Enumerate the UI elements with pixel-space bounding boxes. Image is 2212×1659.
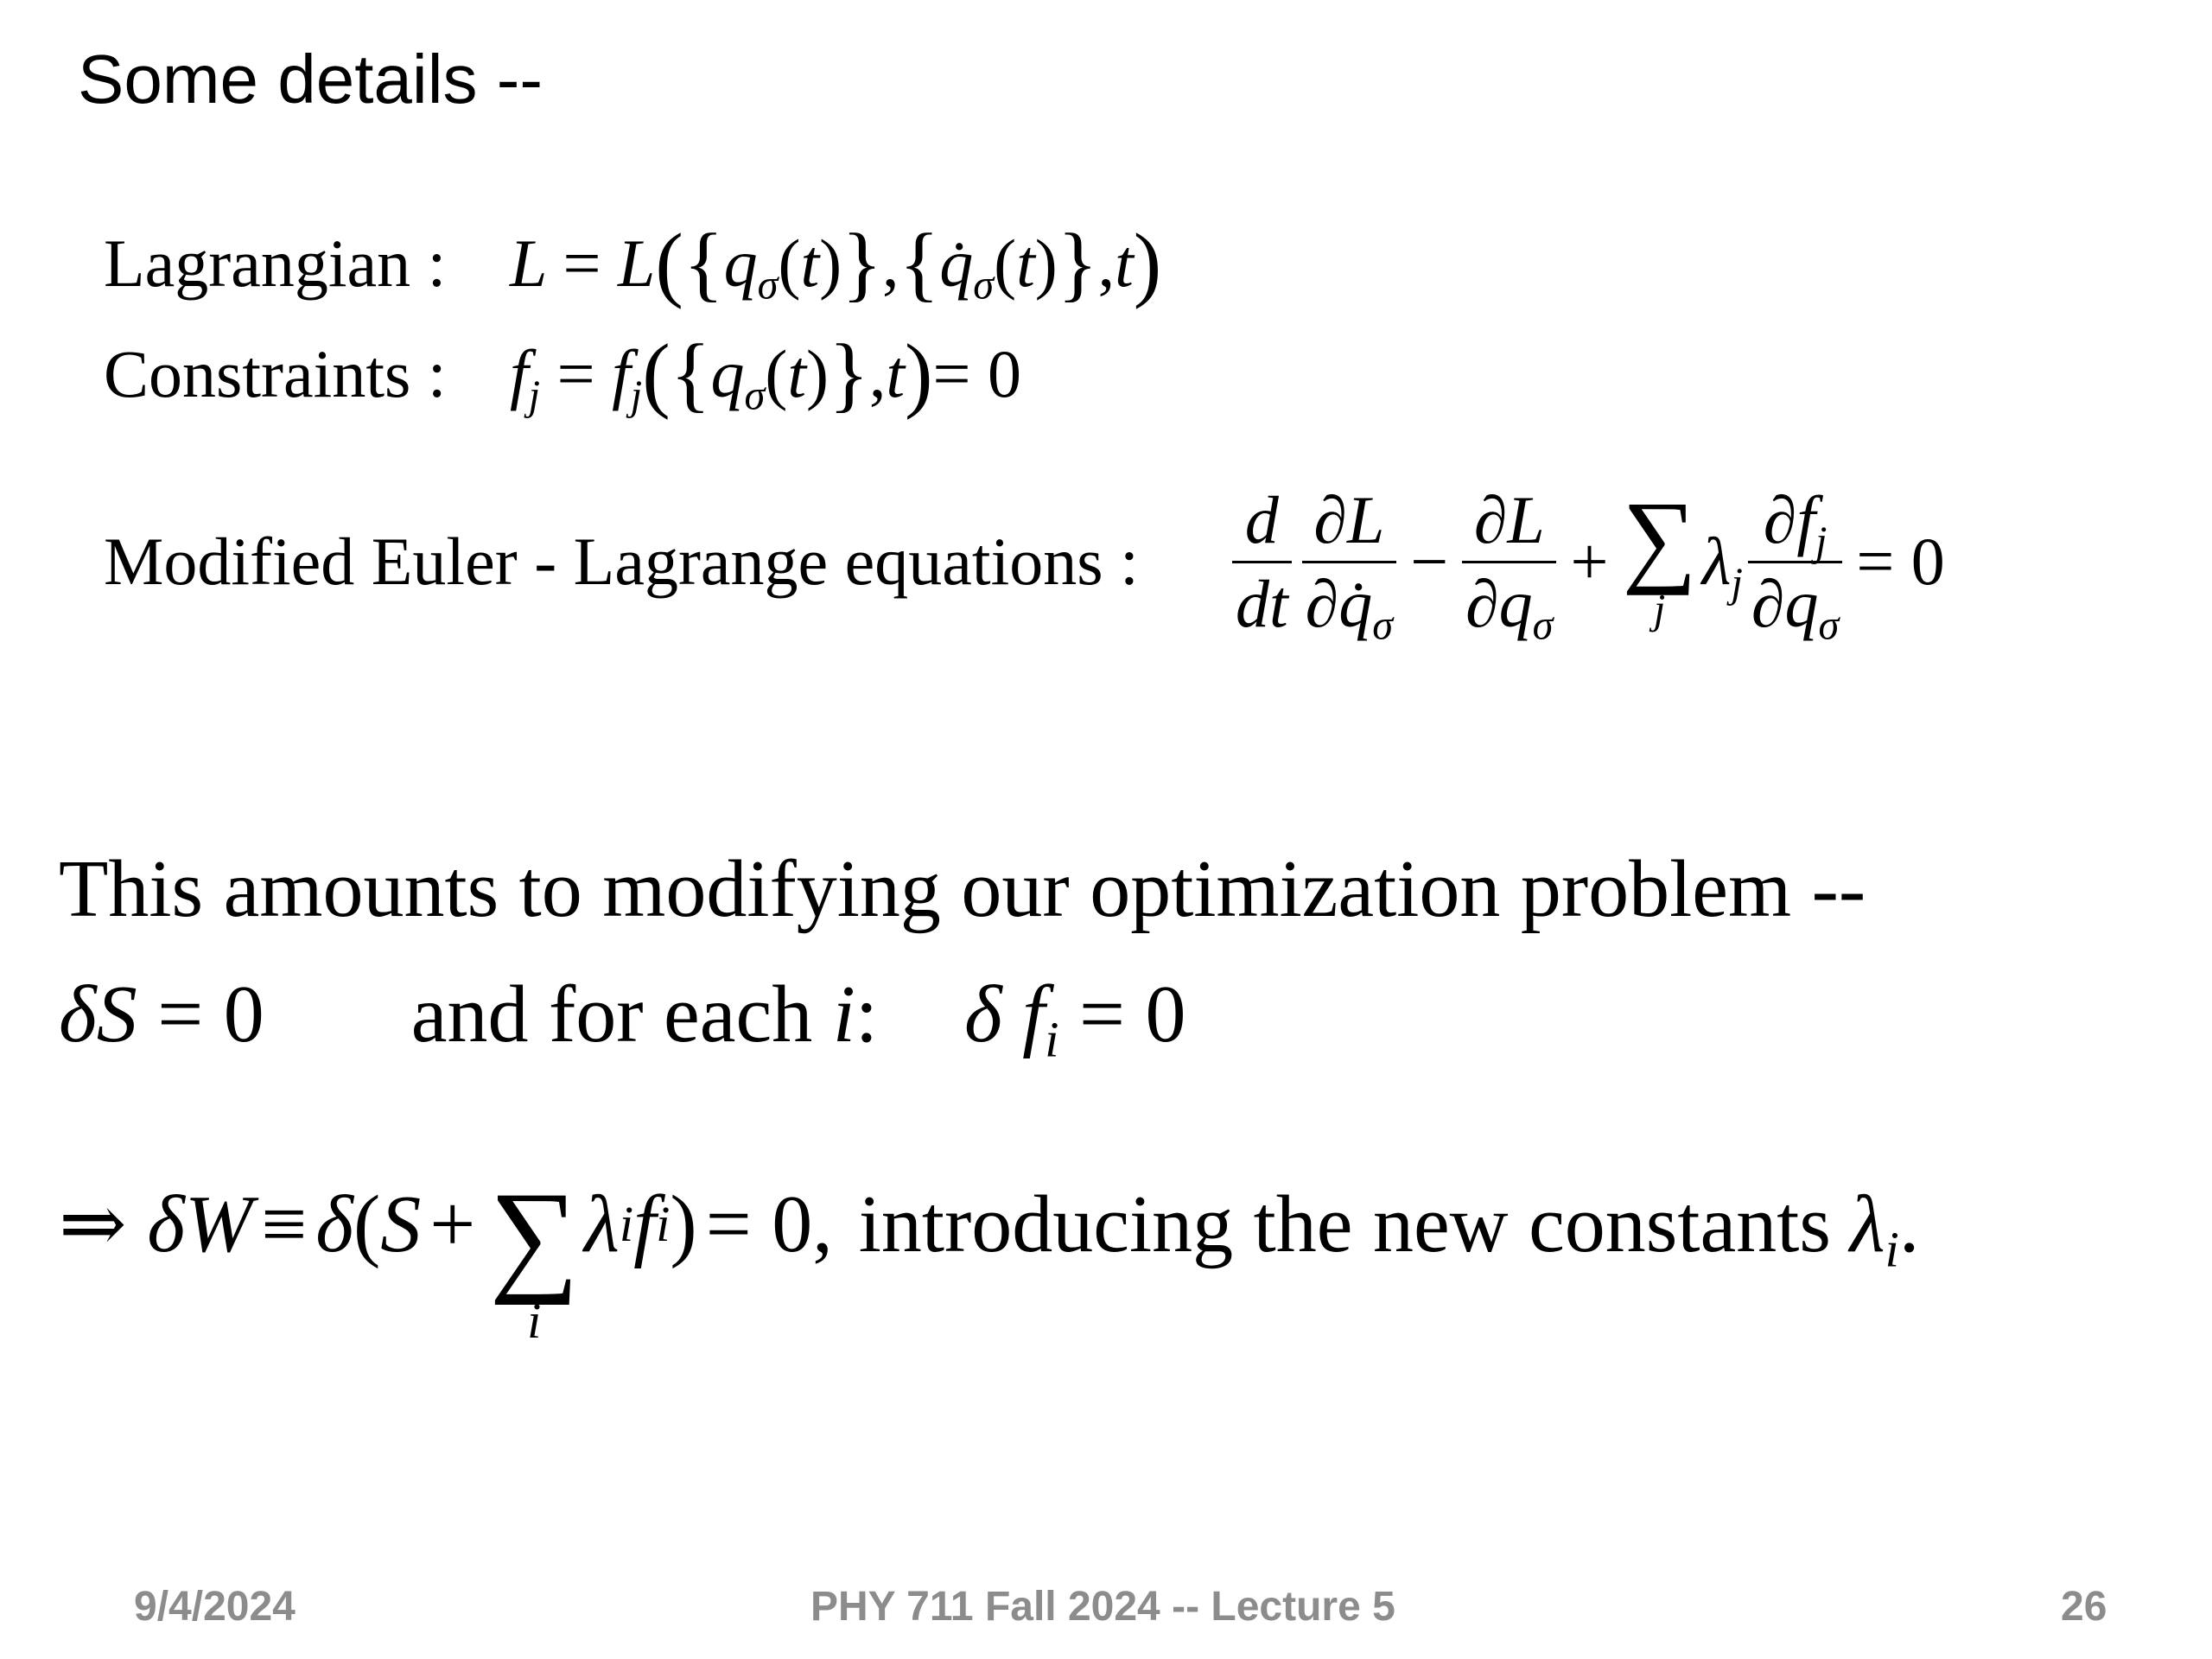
and-for-each-text: and for each [410,969,813,1059]
body-line-1: This amounts to modifying our optimization problem -- [59,844,1866,934]
variation-w-equation: ⇒ δW ≡ δ ( S + ∑ i λ i f i ) = 0, [59,1166,833,1350]
euler-lagrange-label: Modified Euler - Lagrange equations : [104,524,1139,599]
footer-page-number: 26 [2061,1584,2107,1630]
lagrangian-line [104,216,1162,310]
variation-f-equation: δ $f_i = 0$ [963,969,1186,1068]
slide-title: Some details -- [78,41,543,118]
footer-date: 9/4/2024 [134,1584,296,1630]
lagrangian-label: Lagrangian : [104,226,447,301]
lagrangian-equation: $L = L(\{q_\sigma(t)\},\{q̇_\sigma(t)\},t)$ [510,216,1162,310]
euler-lagrange-equation: $\frac{d}{dt}$ $\frac{\partial L}{\partial q̇_\sigma}$ − $\frac{\partial L}{\partial q_\sigma}$ + ∑ j $\lambda_j$ $\frac{\partial f_j}{\partial q_\sigma}$ = 0 [1227,486,1954,638]
constraints-line [104,327,1021,421]
euler-lagrange-line [104,467,1954,657]
index-i: i [832,969,855,1059]
variation-s-equation: δS = 0 [59,969,264,1059]
introducing-text: introducing the new constants [858,1179,1831,1269]
body-line-2: δS = 0 and for each i: δ $f_i = 0$ [59,969,1186,1068]
lambda-i: $\lambda_i$. [1849,1179,1920,1278]
body-line-3 [59,1102,1920,1350]
constraints-label: Constraints : [104,336,447,411]
footer-course: PHY 711 Fall 2024 -- Lecture 5 [810,1584,1395,1630]
constraints-equation: $f_j = f_j(\{q_\sigma(t)\},t)= 0$ [510,327,1021,421]
